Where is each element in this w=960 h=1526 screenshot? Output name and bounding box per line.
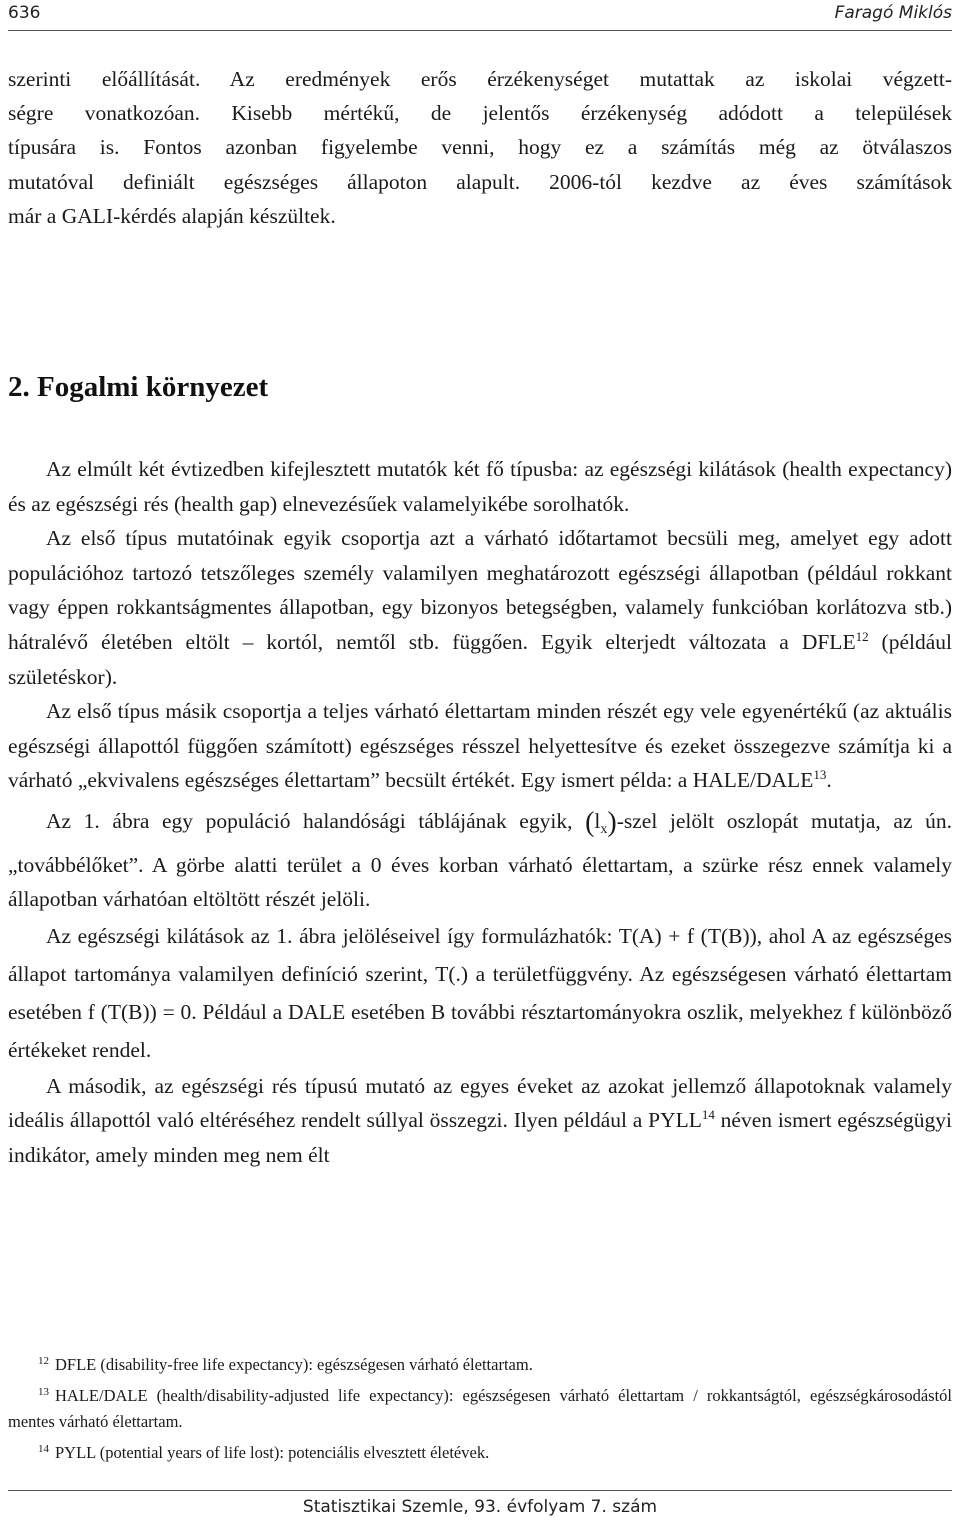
paragraph-2-end: (például születéskor). — [8, 629, 952, 689]
paragraph-2-text: Az első típus mutatóinak egyik csoportja azt a várható időtartamot becsüli meg, amelyet egy adott populációhoz tartozó tetszőleges személy valamilyen meghatározott egészségi állapotban (például rokkant vagy éppen rokkantságmentes állapotban, egy bizonyos betegségben, valamely funkcióban korlátozva stb.) hátralévő életében eltölt – kortól, nemtől stb. függően. Egyik elterjedt változata a DFLE — [8, 526, 952, 654]
paragraph-3-end: . — [826, 768, 832, 793]
paragraph-2 — [8, 521, 952, 694]
footnote-ref-14[interactable]: 14 — [701, 1107, 715, 1123]
paragraph-1: Az elmúlt két évtizedben kifejlesztett mutatók két fő típusba: az egészségi kilátások (health expectancy) és az egészségi rés (health gap) elnevezésűek valamelyikébe sorolhatók. — [8, 457, 952, 516]
paragraph-6-end: néven ismert egészségügyi indikátor, amely minden meg nem élt — [8, 1108, 952, 1167]
lx-formula: $(l_x)$ — [585, 806, 617, 838]
paragraph-6-text: A második, az egészségi rés típusú mutató az egyes éveket az azokat jellemző állapotoknak valamely ideális állapottól való eltéréséhez rendelt súllyal összegzi. Ilyen például a PYLL — [8, 1073, 952, 1133]
paragraph-4-text-a: Az 1. ábra egy populáció halandósági táblájának egyik, — [46, 808, 573, 833]
running-footer — [8, 1490, 952, 1517]
paragraph-5-text-a: Az egészségi kilátások az 1. ábra jelöléseivel így formulázhatók: — [46, 923, 613, 948]
section-heading-wrap — [8, 370, 268, 404]
intro-line-2: ségre vonatkozóan. Kisebb mértékű, de jelentős érzékenység adódott a települések — [8, 101, 952, 126]
paragraph-5 — [8, 917, 952, 1069]
footnote-14: $^{14}$ PYLL (potential years of life lost): potenciális elvesztett életévek. — [38, 1442, 490, 1462]
footnote-ref-13[interactable]: 13 — [813, 767, 827, 783]
section-body — [8, 452, 952, 1173]
intro-line-5: már a GALI-kérdés alapján készültek. — [8, 203, 336, 228]
paragraph-4 — [8, 804, 952, 917]
health-expectancy-formula: T(A) + f (T(B)), — [618, 923, 763, 948]
area-function-formula: T(.) — [435, 961, 469, 986]
intro-line-3: típusára is. Fontos azonban figyelembe venni, hogy ez a számítás még az ötválaszos — [8, 135, 952, 160]
intro-line-4: mutatóval definiált egészséges állapoton alapult. 2006-tól kezdve az éves számítások — [8, 169, 952, 194]
paragraph-5-text-b: ahol A az egészséges állapot tartománya valamilyen definíció szerint, — [8, 923, 952, 986]
paragraph-6 — [8, 1069, 952, 1173]
journal-citation: Statisztikai Szemle, 93. évfolyam 7. szám — [302, 1497, 658, 1517]
footnote-13: $^{13}$ HALE/DALE (health/disability-adjusted life expectancy): egészségesen várható élettartam / rokkantságtól, egészségkárosodástól mentes várható élettartam. — [8, 1385, 952, 1431]
footnote-12: $^{12}$ DFLE (disability-free life expectancy): egészségesen várható élettartam. — [38, 1355, 533, 1374]
section-heading: 2. Fogalmi környezet — [8, 371, 269, 403]
healthy-life-formula: f (T(B)) = 0. — [87, 999, 197, 1024]
paragraph-4-text-b: -szel jelölt oszlopát mutatja, az ún. „továbbélőket”. A görbe alatti terület a 0 éves korban várható élettartam, a szürke rész ennek valamely állapotban várhatóan eltöltött részét jelöli. — [8, 808, 952, 912]
paragraph-3 — [8, 694, 952, 798]
paragraph-5-text-d: Például a DALE esetében B további résztartományokra oszlik, melyekhez f különböző értékeket rendel. — [8, 999, 953, 1062]
running-header — [8, 0, 952, 31]
running-author: Faragó Miklós — [834, 3, 952, 23]
footnote-ref-12[interactable]: 12 — [855, 628, 869, 644]
paragraph-3-text: Az első típus másik csoportja a teljes várható élettartam minden részét egy vele egyenértékű (az aktuális egészségi állapottól függően számított) egészséges résszel helyettesítve és ezeket összegezve számítja ki a várható „ekvivalens egészséges élettartam” becsült értékét. Egy ismert példa: a HALE/DALE — [8, 699, 952, 793]
intro-line-1: szerinti előállítását. Az eredmények erős érzékenységet mutattak az iskolai végzett- — [8, 67, 952, 91]
intro-paragraph — [8, 62, 952, 233]
paragraph-5-text-c: a területfüggvény. Az egészségesen várható élettartam esetében — [8, 961, 952, 1024]
page-number: 636 — [8, 3, 41, 23]
footnotes — [8, 1348, 952, 1466]
